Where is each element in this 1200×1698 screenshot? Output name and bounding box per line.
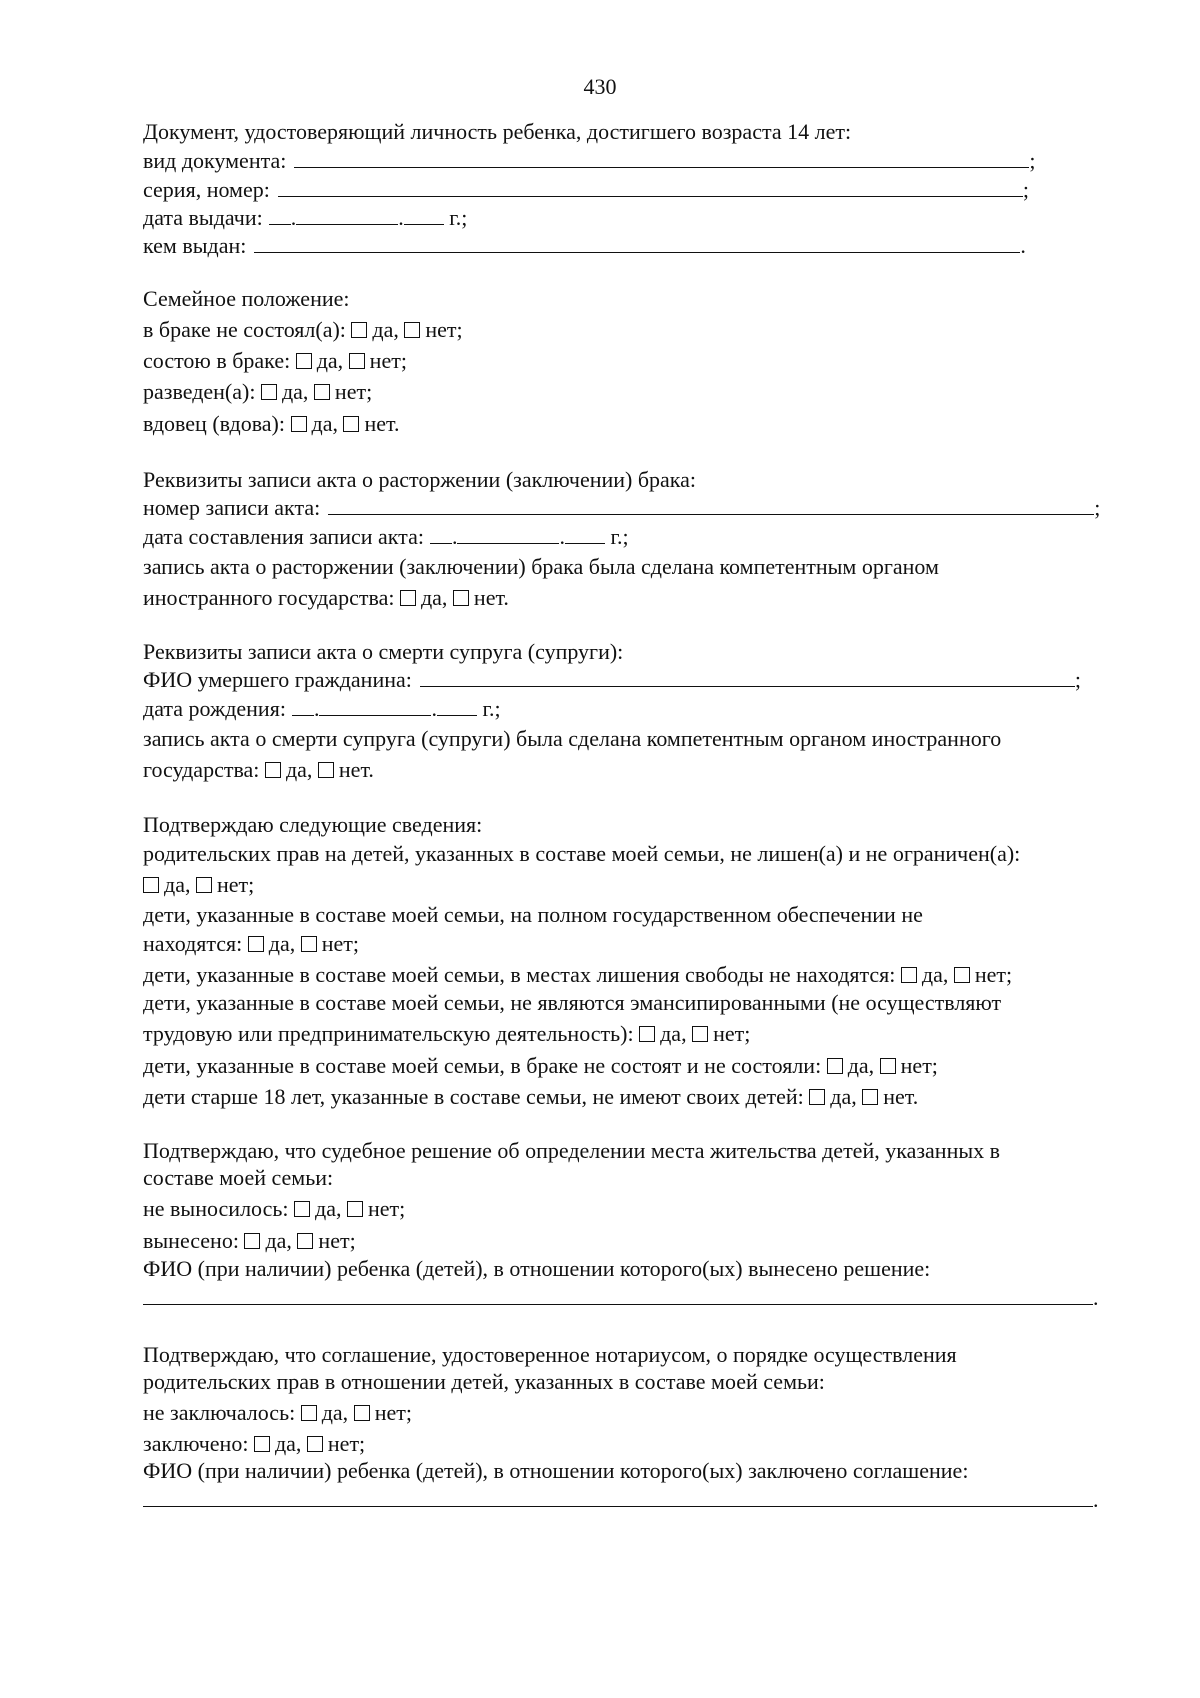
- court-issued-no-checkbox[interactable]: [297, 1233, 313, 1249]
- death-foreign-label: государства:: [143, 757, 260, 782]
- doc-type-end: ;: [1029, 148, 1036, 173]
- issue-month-field[interactable]: [296, 203, 398, 225]
- yes-label: да,: [321, 1400, 349, 1425]
- emancipation-label: трудовую или предпринимательскую деятельность):: [143, 1021, 634, 1046]
- notary-fio-field[interactable]: [143, 1485, 1093, 1507]
- notary-not-concluded-no-checkbox[interactable]: [354, 1405, 370, 1421]
- court-not-issued-label: не выносилось:: [143, 1196, 289, 1221]
- married-row: [143, 346, 1123, 376]
- issued-by-label: кем выдан:: [143, 233, 247, 258]
- court-issued-yes-checkbox[interactable]: [244, 1233, 260, 1249]
- no-label: нет;: [318, 1228, 356, 1253]
- notary-concluded-yes-checkbox[interactable]: [254, 1436, 270, 1452]
- emancipation-yes-checkbox[interactable]: [639, 1026, 655, 1042]
- deceased-name-row: [143, 665, 1123, 695]
- court-fio-label: ФИО (при наличии) ребенка (детей), в отношении которого(ых) вынесено решение:: [143, 1256, 931, 1281]
- issued-by-field[interactable]: [254, 231, 1020, 253]
- notary-heading-line-2: родительских прав в отношении детей, указанных в составе моей семьи:: [143, 1369, 825, 1394]
- yes-label: да,: [311, 411, 338, 436]
- no-label: нет;: [900, 1053, 938, 1078]
- notary-fio-label: ФИО (при наличии) ребенка (детей), в отношении которого(ых) заключено соглашение:: [143, 1458, 969, 1483]
- doc-type-field[interactable]: [294, 146, 1029, 168]
- no-label: нет;: [425, 317, 463, 342]
- death-foreign-line-1: запись акта о смерти супруга (супруги) была сделана компетентным органом иностранного: [143, 726, 1002, 751]
- widowed-row: [143, 409, 1123, 439]
- court-heading-line-2: составе моей семьи:: [143, 1165, 334, 1190]
- no-children-yes-checkbox[interactable]: [809, 1089, 825, 1105]
- court-issued-label: вынесено:: [143, 1228, 239, 1253]
- record-number-label: номер записи акта:: [143, 495, 321, 520]
- issued-by-row: [143, 231, 1123, 261]
- series-row: [143, 175, 1123, 205]
- rights-line-1: родительских прав на детей, указанных в составе моей семьи, не лишен(а) и не ограничен(а):: [143, 841, 1021, 866]
- record-number-end: ;: [1094, 495, 1101, 520]
- birth-date-dot-2: .: [431, 696, 437, 721]
- court-heading-line-1: Подтверждаю, что судебное решение об определении места жительства детей, указанных в: [143, 1138, 1001, 1163]
- notary-concluded-no-checkbox[interactable]: [307, 1436, 323, 1452]
- no-label: нет;: [334, 379, 373, 404]
- court-issued-row: [143, 1226, 1123, 1256]
- married-no-checkbox[interactable]: [349, 353, 365, 369]
- no-label: нет.: [473, 585, 509, 610]
- issue-date-row: [143, 203, 1123, 233]
- divorced-yes-checkbox[interactable]: [261, 384, 277, 400]
- doc-type-label: вид документа:: [143, 148, 287, 173]
- notary-concluded-row: [143, 1429, 1123, 1459]
- no-label: нет;: [374, 1400, 412, 1425]
- series-end: ;: [1022, 177, 1029, 202]
- record-year-field[interactable]: [565, 522, 605, 544]
- doc-type-row: [143, 146, 1123, 176]
- prison-no-checkbox[interactable]: [954, 967, 970, 983]
- divorced-row: [143, 377, 1123, 407]
- no-children-label: дети старше 18 лет, указанные в составе семьи, не имеют своих детей:: [143, 1084, 804, 1109]
- birth-year-field[interactable]: [437, 694, 477, 716]
- court-not-issued-row: [143, 1194, 1123, 1224]
- birth-date-row: [143, 694, 1123, 724]
- no-children-no-checkbox[interactable]: [862, 1089, 878, 1105]
- children-married-label: дети, указанные в составе моей семьи, в браке не состоят и не состояли:: [143, 1053, 822, 1078]
- series-label: серия, номер:: [143, 177, 270, 202]
- divorce-foreign-label: иностранного государства:: [143, 585, 395, 610]
- yes-label: да,: [268, 931, 296, 956]
- no-label: нет.: [883, 1084, 919, 1109]
- yes-label: да,: [285, 757, 313, 782]
- state-support-yes-checkbox[interactable]: [248, 936, 264, 952]
- yes-label: да,: [315, 1196, 342, 1221]
- children-married-no-checkbox[interactable]: [880, 1058, 896, 1074]
- notary-concluded-label: заключено:: [143, 1431, 249, 1456]
- divorce-record-heading: Реквизиты записи акта о расторжении (заключении) брака:: [143, 467, 697, 492]
- court-not-issued-yes-checkbox[interactable]: [294, 1201, 310, 1217]
- emancipation-line-1: дети, указанные в составе моей семьи, не являются эмансипированными (не осуществляют: [143, 990, 1002, 1015]
- notary-not-concluded-yes-checkbox[interactable]: [301, 1405, 317, 1421]
- never-married-no-checkbox[interactable]: [404, 322, 420, 338]
- yes-label: да,: [660, 1021, 687, 1046]
- series-number-field[interactable]: [278, 175, 1023, 197]
- notary-heading-line-1: Подтверждаю, что соглашение, удостоверенное нотариусом, о порядке осуществления: [143, 1342, 957, 1367]
- prison-label: дети, указанные в составе моей семьи, в местах лишения свободы не находятся:: [143, 962, 896, 987]
- prison-yes-checkbox[interactable]: [901, 967, 917, 983]
- rights-no-checkbox[interactable]: [196, 877, 212, 893]
- yes-label: да,: [274, 1431, 302, 1456]
- rights-row: [143, 870, 1123, 900]
- yes-label: да,: [921, 962, 949, 987]
- emancipation-row: [143, 1019, 1123, 1049]
- id-document-heading: Документ, удостоверяющий личность ребенка, достигшего возраста 14 лет:: [143, 119, 852, 144]
- death-foreign-no-checkbox[interactable]: [318, 762, 334, 778]
- no-label: нет;: [974, 962, 1013, 987]
- divorced-label: разведен(а):: [143, 379, 256, 404]
- no-label: нет.: [338, 757, 374, 782]
- birth-year-suffix: г.;: [482, 696, 501, 721]
- deceased-name-end: ;: [1074, 667, 1082, 692]
- yes-label: да,: [830, 1084, 857, 1109]
- never-married-label: в браке не состоял(а):: [143, 317, 346, 342]
- page-number: 430: [583, 74, 617, 99]
- death-foreign-row: [143, 755, 1123, 785]
- rights-yes-checkbox[interactable]: [143, 877, 159, 893]
- record-year-suffix: г.;: [610, 524, 629, 549]
- court-fio-end: .: [1093, 1285, 1099, 1310]
- record-date-dot-2: .: [559, 524, 565, 549]
- birth-date-dot-1: .: [313, 696, 320, 721]
- divorced-no-checkbox[interactable]: [314, 384, 330, 400]
- never-married-yes-checkbox[interactable]: [351, 322, 367, 338]
- confirm-heading: Подтверждаю следующие сведения:: [143, 812, 483, 837]
- yes-label: да,: [316, 348, 344, 373]
- issue-date-dot-2: .: [398, 205, 404, 230]
- birth-month-field[interactable]: [319, 694, 431, 716]
- yes-label: да,: [281, 379, 309, 404]
- no-label: нет;: [327, 1431, 366, 1456]
- record-date-label: дата составления записи акта:: [143, 524, 424, 549]
- notary-not-concluded-label: не заключалось:: [143, 1400, 296, 1425]
- divorce-foreign-line-1: запись акта о расторжении (заключении) брака была сделана компетентным органом: [143, 554, 939, 579]
- death-record-heading: Реквизиты записи акта о смерти супруга (супруги):: [143, 639, 624, 664]
- yes-label: да,: [265, 1228, 292, 1253]
- children-married-row: [143, 1051, 1123, 1081]
- divorce-foreign-yes-checkbox[interactable]: [400, 590, 416, 606]
- record-month-field[interactable]: [457, 522, 559, 544]
- marital-heading: Семейное положение:: [143, 286, 350, 311]
- court-fio-row: [143, 1283, 1123, 1313]
- widowed-label: вдовец (вдова):: [143, 411, 285, 436]
- widowed-no-checkbox[interactable]: [343, 416, 359, 432]
- court-fio-field[interactable]: [143, 1283, 1093, 1305]
- birth-day-field[interactable]: [292, 694, 314, 716]
- no-label: нет;: [216, 872, 255, 897]
- deceased-name-field[interactable]: [420, 665, 1075, 687]
- record-day-field[interactable]: [430, 522, 452, 544]
- never-married-row: [143, 315, 1123, 345]
- no-label: нет;: [369, 348, 407, 373]
- record-number-row: [143, 493, 1123, 523]
- issue-date-label: дата выдачи:: [143, 205, 263, 230]
- death-foreign-yes-checkbox[interactable]: [265, 762, 281, 778]
- yes-label: да,: [420, 585, 448, 610]
- record-date-dot-1: .: [451, 524, 458, 549]
- notary-fio-row: [143, 1485, 1123, 1515]
- no-label: нет.: [364, 411, 400, 436]
- issue-day-field[interactable]: [269, 203, 291, 225]
- widowed-yes-checkbox[interactable]: [291, 416, 307, 432]
- state-support-no-checkbox[interactable]: [301, 936, 317, 952]
- state-support-row: [143, 929, 1123, 959]
- state-support-label: находятся:: [143, 931, 243, 956]
- state-support-line-1: дети, указанные в составе моей семьи, на полном государственном обеспечении не: [143, 902, 923, 927]
- issue-date-dot-1: .: [290, 205, 297, 230]
- no-label: нет;: [321, 931, 359, 956]
- issue-year-suffix: г.;: [449, 205, 468, 230]
- issue-year-field[interactable]: [404, 203, 444, 225]
- divorce-foreign-no-checkbox[interactable]: [453, 590, 469, 606]
- deceased-name-label: ФИО умершего гражданина:: [143, 667, 412, 692]
- no-label: нет;: [367, 1196, 406, 1221]
- record-date-row: [143, 522, 1123, 552]
- notary-fio-end: .: [1093, 1487, 1099, 1512]
- no-label: нет;: [713, 1021, 751, 1046]
- no-children-row: [143, 1082, 1123, 1112]
- emancipation-no-checkbox[interactable]: [692, 1026, 708, 1042]
- record-number-field[interactable]: [328, 493, 1094, 515]
- yes-label: да,: [847, 1053, 875, 1078]
- birth-date-label: дата рождения:: [143, 696, 286, 721]
- yes-label: да,: [372, 317, 399, 342]
- court-not-issued-no-checkbox[interactable]: [347, 1201, 363, 1217]
- notary-not-concluded-row: [143, 1398, 1123, 1428]
- married-label: состою в браке:: [143, 348, 291, 373]
- issued-by-end: .: [1020, 233, 1026, 258]
- yes-label: да,: [164, 872, 191, 897]
- children-married-yes-checkbox[interactable]: [827, 1058, 843, 1074]
- divorce-foreign-row: [143, 583, 1123, 613]
- married-yes-checkbox[interactable]: [296, 353, 312, 369]
- prison-row: [143, 960, 1123, 990]
